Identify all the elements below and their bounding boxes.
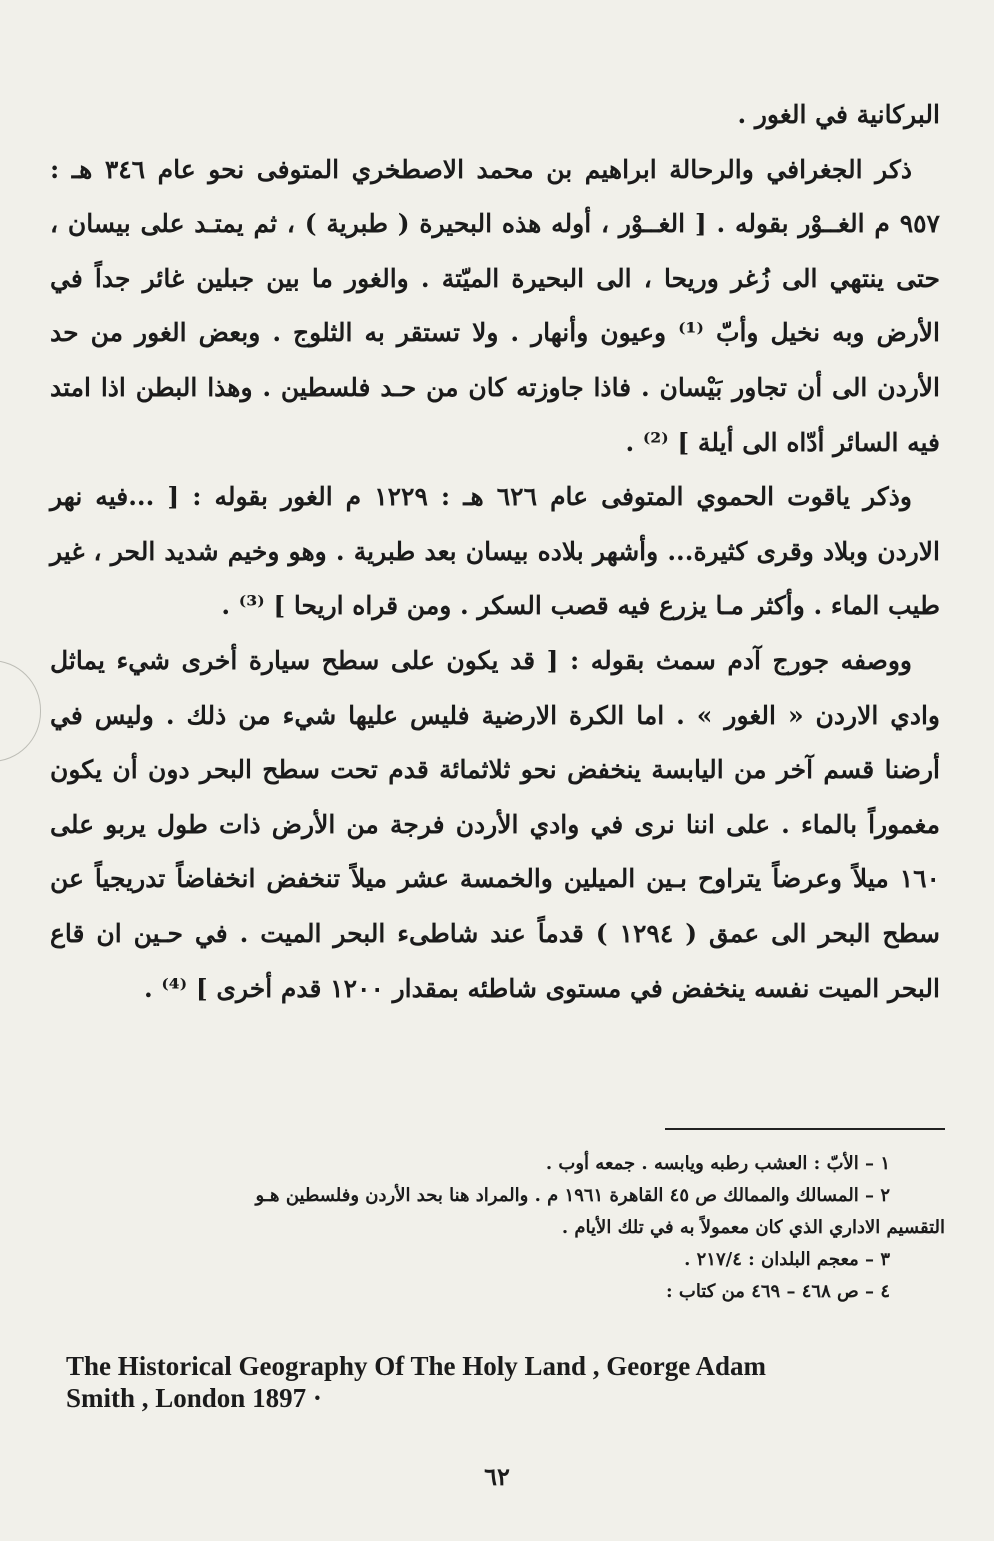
paragraph-2: ذكر الجغرافي والرحالة ابراهيم بن محمد الاصطخري المتوفى نحو عام ٣٤٦ هـ : ٩٥٧ م الغــوْر بقوله . [ الغــوْر ، أوله هذه البحيرة ( طبرية ) ، ثم يمتـد على بيسان ، حتى ينتهي الى زُغر وريحا ، الى البحيرة الميّتة . والغور ما بين جبلين غائر جداً في الأرض وبه نخيل وأبّ ⁽¹⁾ وعيون وأنهار . ولا تستقر به الثلوج . وبعض الغور من حد الأردن الى أن تجاور بَيْسان . فاذا جاوزته كان من حـد فلسطين . وهذا البطن اذا امتد فيه السائر أدّاه الى أيلة ] ⁽²⁾ .: [50, 154, 941, 457]
footnote-4: ٤ – ص ٤٦٨ – ٤٦٩ من كتاب :: [665, 1281, 890, 1302]
footnote-2-continuation: التقسيم الاداري الذي كان معمولاً به في تلك الأيام .: [561, 1217, 945, 1238]
paragraph-3: وذكر ياقوت الحموي المتوفى عام ٦٢٦ هـ : ١٢٢٩ م الغور بقوله : [ ...فيه نهر الاردن وبلاد وقرى كثيرة... وأشهر بلاده بيسان بعد طبرية . وهو وخيم شديد الحر ، غير طيب الماء . وأكثر مـا يزرع فيه قصب السكر . ومن قراه اريحا ] ⁽³⁾ .: [50, 482, 940, 621]
footnote-1: ١ – الأبّ : العشب رطبه ويابسه . جمعه أوب .: [545, 1153, 890, 1174]
paragraph-1: البركانية في الغور .: [737, 100, 940, 129]
page-number: ٦٢: [484, 1462, 510, 1491]
footnote-2: ٢ – المسالك والممالك ص ٤٥ القاهرة ١٩٦١ م . والمراد هنا بحد الأردن وفلسطين هـو: [255, 1185, 890, 1206]
main-text: [50, 88, 940, 1016]
page-edge-shadow: [0, 660, 41, 762]
english-reference-line-2: Smith , London 1897 ·: [66, 1383, 322, 1413]
paragraph-4: ووصفه جورج آدم سمث بقوله : [ قد يكون على سطح سيارة أخرى شيء يماثل وادي الاردن « الغور » . اما الكرة الارضية فليس عليها شيء من ذلك . وليس في أرضنا قسم آخر من اليابسة ينخفض نحو ثلاثمائة قدم تحت سطح البحر دون أن يكون مغموراً بالماء . على اننا نرى في وادي الأردن فرجة من الأرض ذات طول يربو على ١٦٠ ميلاً وعرضاً يتراوح بـين الميلين والخمسة عشر ميلاً تنخفض انخفاضاً تدريجياً عن سطح البحر الى عمق ( ١٢٩٤ ) قدماً عند شاطىء البحر الميت . في حـين ان قاع البحر الميت نفسه ينخفض في مستوى شاطئه بمقدار ١٢٠٠ قدم أخرى ] ⁽⁴⁾ .: [50, 645, 940, 1003]
english-reference: [66, 1350, 956, 1414]
footnotes: [50, 1148, 945, 1308]
footnote-3: ٣ – معجم البلدان : ٢١٧/٤ .: [684, 1249, 890, 1270]
footnote-divider: [665, 1128, 945, 1130]
english-reference-line-1: The Historical Geography Of The Holy Land , George Adam: [66, 1351, 767, 1381]
